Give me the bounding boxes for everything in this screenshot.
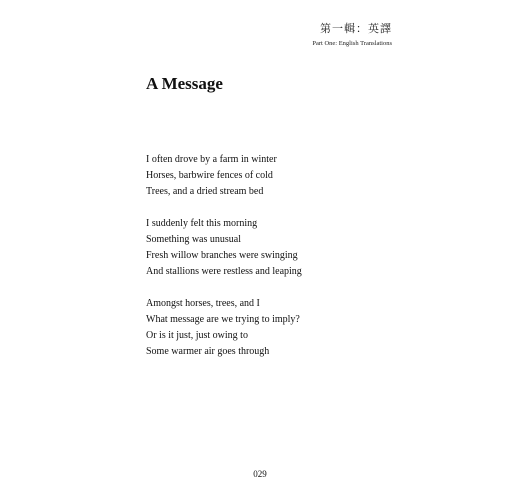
poem-line: Trees, and a dried stream bed [146,186,264,197]
stanza-3 [146,296,302,360]
running-head [312,22,392,48]
poem-body [146,152,302,376]
poem-line: Something was unusual [146,234,241,245]
poem-line: Some warmer air goes through [146,346,270,357]
poem-line: What message are we trying to imply? [146,314,300,325]
stanza-2 [146,216,302,280]
poem-line: Horses, barbwire fences of cold [146,170,273,181]
poem-title: A Message [146,74,223,93]
stanza-1 [146,152,302,200]
poem-line: Amongst horses, trees, and I [146,298,260,309]
poem-line: And stallions were restless and leaping [146,266,302,277]
chapter-title-chinese: 第一輯：英譯 [320,22,392,35]
page-number: 029 [253,469,267,479]
poem-line: I suddenly felt this morning [146,218,258,229]
chapter-title-english: Part One: English Translations [312,40,392,47]
poem-line: I often drove by a farm in winter [146,154,277,165]
poem-line: Or is it just, just owing to [146,330,248,341]
poem-line: Fresh willow branches were swinging [146,250,298,261]
